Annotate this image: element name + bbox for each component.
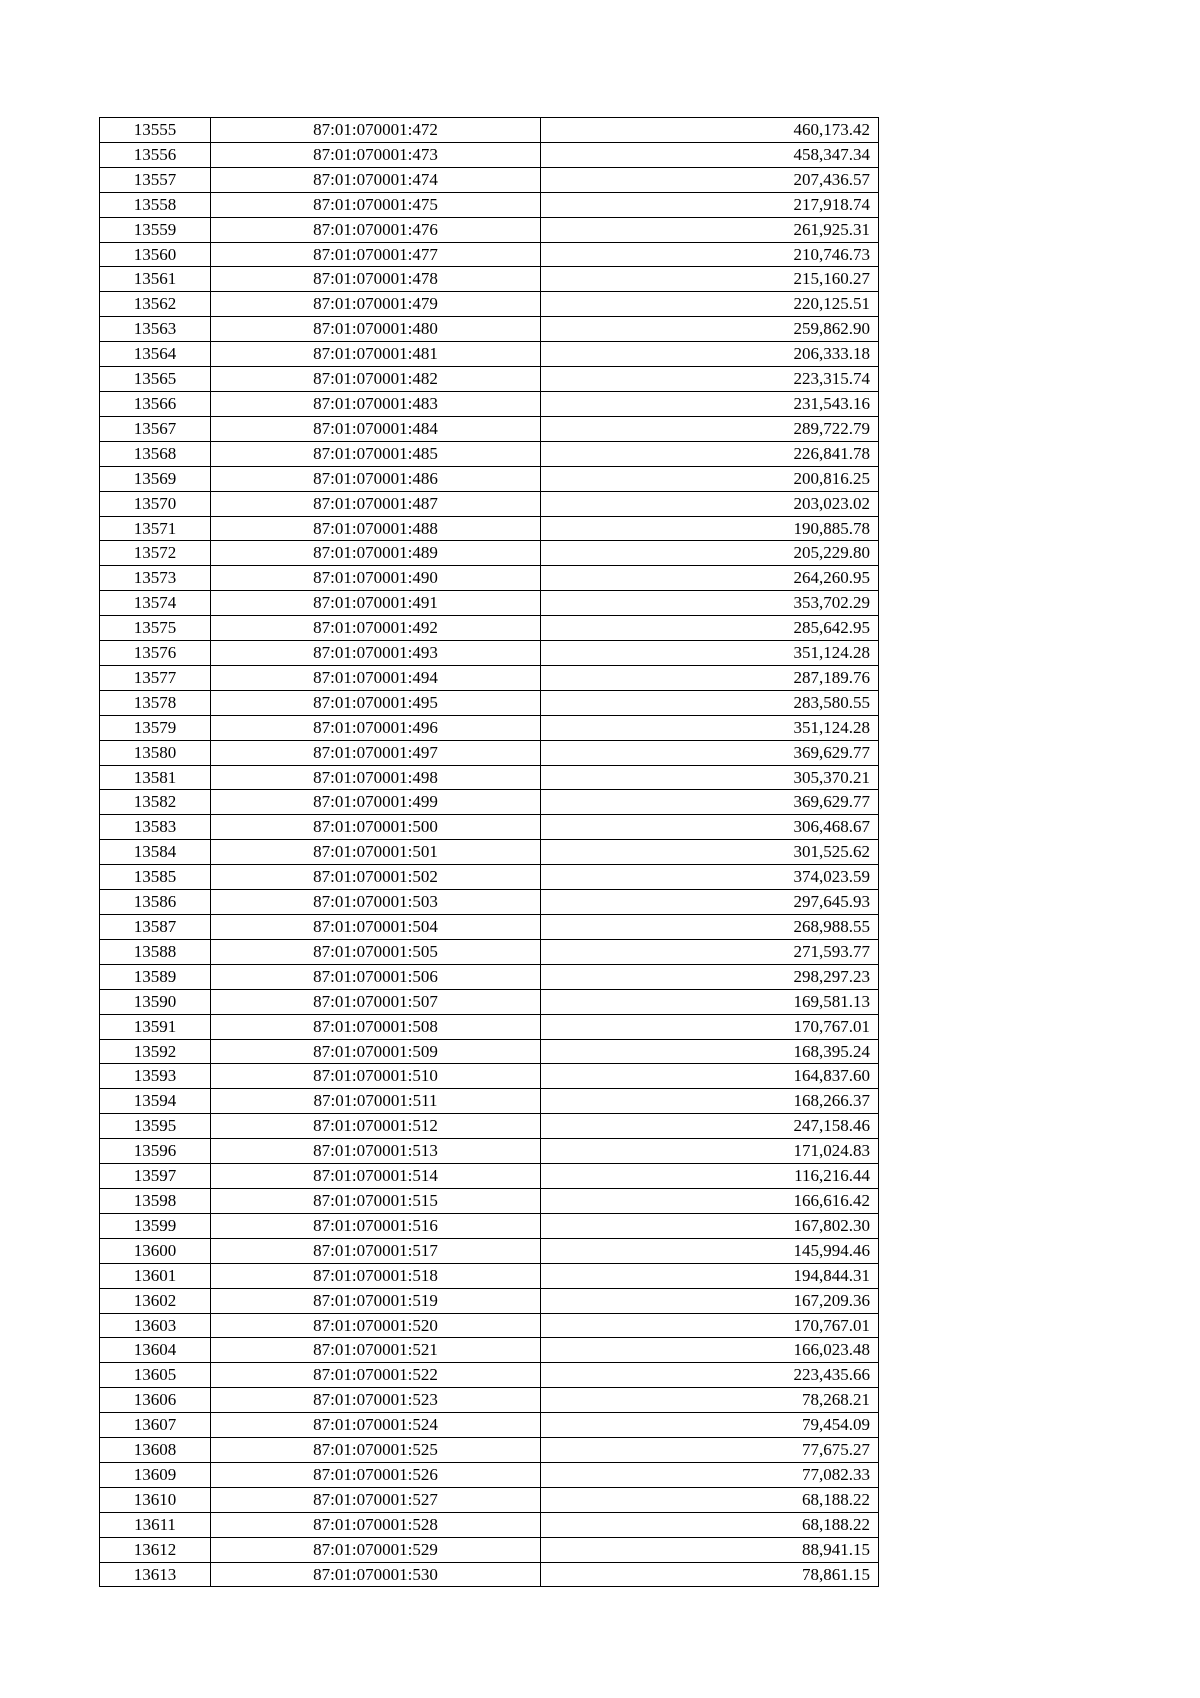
cadastral-number-cell: 87:01:070001:511	[211, 1089, 541, 1114]
cadastral-number-cell: 87:01:070001:506	[211, 964, 541, 989]
row-number-cell: 13599	[100, 1213, 211, 1238]
row-number-cell: 13588	[100, 939, 211, 964]
value-cell: 351,124.28	[541, 715, 879, 740]
table-row	[100, 1139, 879, 1164]
cadastral-number-cell: 87:01:070001:507	[211, 989, 541, 1014]
cadastral-number-cell: 87:01:070001:499	[211, 790, 541, 815]
table-row	[100, 466, 879, 491]
row-number-cell: 13581	[100, 765, 211, 790]
row-number-cell: 13584	[100, 840, 211, 865]
cadastral-number-cell: 87:01:070001:522	[211, 1363, 541, 1388]
table-row	[100, 790, 879, 815]
value-cell: 460,173.42	[541, 118, 879, 143]
cadastral-number-cell: 87:01:070001:515	[211, 1188, 541, 1213]
cadastral-number-cell: 87:01:070001:487	[211, 491, 541, 516]
cadastral-number-cell: 87:01:070001:528	[211, 1512, 541, 1537]
value-cell: 171,024.83	[541, 1139, 879, 1164]
row-number-cell: 13598	[100, 1188, 211, 1213]
table-row	[100, 1413, 879, 1438]
cadastral-number-cell: 87:01:070001:504	[211, 915, 541, 940]
row-number-cell: 13563	[100, 317, 211, 342]
row-number-cell: 13571	[100, 516, 211, 541]
table-row	[100, 566, 879, 591]
table-row	[100, 1114, 879, 1139]
value-cell: 166,616.42	[541, 1188, 879, 1213]
row-number-cell: 13570	[100, 491, 211, 516]
table-row	[100, 865, 879, 890]
row-number-cell: 13575	[100, 616, 211, 641]
value-cell: 206,333.18	[541, 342, 879, 367]
row-number-cell: 13569	[100, 466, 211, 491]
cadastral-number-cell: 87:01:070001:481	[211, 342, 541, 367]
value-cell: 215,160.27	[541, 267, 879, 292]
cadastral-number-cell: 87:01:070001:502	[211, 865, 541, 890]
cadastral-number-cell: 87:01:070001:530	[211, 1562, 541, 1587]
row-number-cell: 13578	[100, 690, 211, 715]
row-number-cell: 13601	[100, 1263, 211, 1288]
value-cell: 285,642.95	[541, 616, 879, 641]
row-number-cell: 13558	[100, 192, 211, 217]
row-number-cell: 13595	[100, 1114, 211, 1139]
cadastral-number-cell: 87:01:070001:491	[211, 591, 541, 616]
value-cell: 190,885.78	[541, 516, 879, 541]
value-cell: 287,189.76	[541, 665, 879, 690]
cadastral-number-cell: 87:01:070001:519	[211, 1288, 541, 1313]
cadastral-number-cell: 87:01:070001:512	[211, 1114, 541, 1139]
cadastral-number-cell: 87:01:070001:485	[211, 441, 541, 466]
table-row	[100, 964, 879, 989]
cadastral-number-cell: 87:01:070001:524	[211, 1413, 541, 1438]
row-number-cell: 13564	[100, 342, 211, 367]
table-row	[100, 292, 879, 317]
table-row	[100, 815, 879, 840]
cadastral-number-cell: 87:01:070001:486	[211, 466, 541, 491]
cadastral-number-cell: 87:01:070001:475	[211, 192, 541, 217]
cadastral-number-cell: 87:01:070001:501	[211, 840, 541, 865]
row-number-cell: 13590	[100, 989, 211, 1014]
value-cell: 79,454.09	[541, 1413, 879, 1438]
row-number-cell: 13566	[100, 391, 211, 416]
table-row	[100, 1537, 879, 1562]
value-cell: 200,816.25	[541, 466, 879, 491]
row-number-cell: 13559	[100, 217, 211, 242]
cadastral-number-cell: 87:01:070001:489	[211, 541, 541, 566]
row-number-cell: 13561	[100, 267, 211, 292]
table-row	[100, 1213, 879, 1238]
value-cell: 68,188.22	[541, 1512, 879, 1537]
table-row	[100, 1462, 879, 1487]
table-row	[100, 242, 879, 267]
row-number-cell: 13589	[100, 964, 211, 989]
table-row	[100, 491, 879, 516]
cadastral-number-cell: 87:01:070001:496	[211, 715, 541, 740]
value-cell: 217,918.74	[541, 192, 879, 217]
value-cell: 369,629.77	[541, 740, 879, 765]
value-cell: 259,862.90	[541, 317, 879, 342]
value-cell: 223,315.74	[541, 367, 879, 392]
value-cell: 231,543.16	[541, 391, 879, 416]
cadastral-number-cell: 87:01:070001:510	[211, 1064, 541, 1089]
cadastral-number-cell: 87:01:070001:520	[211, 1313, 541, 1338]
row-number-cell: 13568	[100, 441, 211, 466]
table-row	[100, 1363, 879, 1388]
value-cell: 194,844.31	[541, 1263, 879, 1288]
table-row	[100, 1238, 879, 1263]
cadastral-number-cell: 87:01:070001:493	[211, 641, 541, 666]
cadastral-number-cell: 87:01:070001:488	[211, 516, 541, 541]
table-row	[100, 715, 879, 740]
table-row	[100, 1388, 879, 1413]
table-row	[100, 342, 879, 367]
row-number-cell: 13600	[100, 1238, 211, 1263]
cadastral-number-cell: 87:01:070001:509	[211, 1039, 541, 1064]
table-row	[100, 1039, 879, 1064]
cadastral-number-cell: 87:01:070001:497	[211, 740, 541, 765]
table-row	[100, 1313, 879, 1338]
row-number-cell: 13610	[100, 1487, 211, 1512]
value-cell: 166,023.48	[541, 1338, 879, 1363]
value-cell: 207,436.57	[541, 167, 879, 192]
value-cell: 170,767.01	[541, 1313, 879, 1338]
row-number-cell: 13583	[100, 815, 211, 840]
row-number-cell: 13576	[100, 641, 211, 666]
table-row	[100, 591, 879, 616]
table-row	[100, 1338, 879, 1363]
value-cell: 77,675.27	[541, 1438, 879, 1463]
value-cell: 220,125.51	[541, 292, 879, 317]
value-cell: 145,994.46	[541, 1238, 879, 1263]
value-cell: 369,629.77	[541, 790, 879, 815]
table-row	[100, 217, 879, 242]
value-cell: 116,216.44	[541, 1164, 879, 1189]
value-cell: 167,209.36	[541, 1288, 879, 1313]
value-cell: 264,260.95	[541, 566, 879, 591]
table-row	[100, 690, 879, 715]
cadastral-number-cell: 87:01:070001:523	[211, 1388, 541, 1413]
cadastral-number-cell: 87:01:070001:526	[211, 1462, 541, 1487]
cadastral-number-cell: 87:01:070001:484	[211, 416, 541, 441]
value-cell: 203,023.02	[541, 491, 879, 516]
value-cell: 283,580.55	[541, 690, 879, 715]
table-row	[100, 367, 879, 392]
value-cell: 297,645.93	[541, 890, 879, 915]
value-cell: 223,435.66	[541, 1363, 879, 1388]
table-row	[100, 317, 879, 342]
cadastral-number-cell: 87:01:070001:500	[211, 815, 541, 840]
table-row	[100, 665, 879, 690]
table-row	[100, 765, 879, 790]
value-cell: 247,158.46	[541, 1114, 879, 1139]
row-number-cell: 13585	[100, 865, 211, 890]
table-row	[100, 516, 879, 541]
table-row	[100, 890, 879, 915]
value-cell: 261,925.31	[541, 217, 879, 242]
row-number-cell: 13573	[100, 566, 211, 591]
value-cell: 271,593.77	[541, 939, 879, 964]
table-row	[100, 391, 879, 416]
value-cell: 226,841.78	[541, 441, 879, 466]
value-cell: 78,861.15	[541, 1562, 879, 1587]
row-number-cell: 13565	[100, 367, 211, 392]
value-cell: 305,370.21	[541, 765, 879, 790]
value-cell: 88,941.15	[541, 1537, 879, 1562]
table-row	[100, 118, 879, 143]
value-cell: 164,837.60	[541, 1064, 879, 1089]
cadastral-number-cell: 87:01:070001:477	[211, 242, 541, 267]
value-cell: 168,266.37	[541, 1089, 879, 1114]
value-cell: 458,347.34	[541, 142, 879, 167]
table-row	[100, 1014, 879, 1039]
row-number-cell: 13608	[100, 1438, 211, 1463]
cadastral-number-cell: 87:01:070001:495	[211, 690, 541, 715]
row-number-cell: 13557	[100, 167, 211, 192]
cadastral-number-cell: 87:01:070001:517	[211, 1238, 541, 1263]
cadastral-number-cell: 87:01:070001:483	[211, 391, 541, 416]
row-number-cell: 13562	[100, 292, 211, 317]
cadastral-number-cell: 87:01:070001:527	[211, 1487, 541, 1512]
table-row	[100, 939, 879, 964]
value-cell: 168,395.24	[541, 1039, 879, 1064]
table-row	[100, 1164, 879, 1189]
cadastral-number-cell: 87:01:070001:474	[211, 167, 541, 192]
value-cell: 170,767.01	[541, 1014, 879, 1039]
cadastral-number-cell: 87:01:070001:478	[211, 267, 541, 292]
row-number-cell: 13555	[100, 118, 211, 143]
row-number-cell: 13572	[100, 541, 211, 566]
cadastral-value-table	[99, 117, 879, 1587]
value-cell: 374,023.59	[541, 865, 879, 890]
value-cell: 78,268.21	[541, 1388, 879, 1413]
value-cell: 353,702.29	[541, 591, 879, 616]
row-number-cell: 13611	[100, 1512, 211, 1537]
row-number-cell: 13582	[100, 790, 211, 815]
cadastral-number-cell: 87:01:070001:505	[211, 939, 541, 964]
row-number-cell: 13606	[100, 1388, 211, 1413]
table-row	[100, 915, 879, 940]
table-body	[100, 118, 879, 1587]
table-row	[100, 1487, 879, 1512]
row-number-cell: 13593	[100, 1064, 211, 1089]
table-row	[100, 989, 879, 1014]
row-number-cell: 13579	[100, 715, 211, 740]
table-row	[100, 192, 879, 217]
table-row	[100, 441, 879, 466]
table-row	[100, 616, 879, 641]
row-number-cell: 13577	[100, 665, 211, 690]
table-row	[100, 267, 879, 292]
table-row	[100, 142, 879, 167]
row-number-cell: 13592	[100, 1039, 211, 1064]
cadastral-number-cell: 87:01:070001:508	[211, 1014, 541, 1039]
cadastral-number-cell: 87:01:070001:514	[211, 1164, 541, 1189]
row-number-cell: 13556	[100, 142, 211, 167]
table-row	[100, 641, 879, 666]
cadastral-number-cell: 87:01:070001:494	[211, 665, 541, 690]
cadastral-number-cell: 87:01:070001:529	[211, 1537, 541, 1562]
cadastral-number-cell: 87:01:070001:525	[211, 1438, 541, 1463]
cadastral-number-cell: 87:01:070001:513	[211, 1139, 541, 1164]
cadastral-number-cell: 87:01:070001:482	[211, 367, 541, 392]
row-number-cell: 13597	[100, 1164, 211, 1189]
table-row	[100, 1288, 879, 1313]
row-number-cell: 13567	[100, 416, 211, 441]
row-number-cell: 13613	[100, 1562, 211, 1587]
row-number-cell: 13607	[100, 1413, 211, 1438]
value-cell: 351,124.28	[541, 641, 879, 666]
row-number-cell: 13612	[100, 1537, 211, 1562]
value-cell: 298,297.23	[541, 964, 879, 989]
table-row	[100, 840, 879, 865]
cadastral-number-cell: 87:01:070001:503	[211, 890, 541, 915]
table-row	[100, 1188, 879, 1213]
row-number-cell: 13587	[100, 915, 211, 940]
table-row	[100, 541, 879, 566]
value-cell: 205,229.80	[541, 541, 879, 566]
value-cell: 306,468.67	[541, 815, 879, 840]
value-cell: 169,581.13	[541, 989, 879, 1014]
cadastral-number-cell: 87:01:070001:516	[211, 1213, 541, 1238]
value-cell: 68,188.22	[541, 1487, 879, 1512]
row-number-cell: 13594	[100, 1089, 211, 1114]
value-cell: 268,988.55	[541, 915, 879, 940]
value-cell: 167,802.30	[541, 1213, 879, 1238]
cadastral-number-cell: 87:01:070001:472	[211, 118, 541, 143]
table-row	[100, 1064, 879, 1089]
table-row	[100, 1089, 879, 1114]
cadastral-number-cell: 87:01:070001:521	[211, 1338, 541, 1363]
row-number-cell: 13604	[100, 1338, 211, 1363]
row-number-cell: 13574	[100, 591, 211, 616]
row-number-cell: 13602	[100, 1288, 211, 1313]
table-row	[100, 1562, 879, 1587]
cadastral-number-cell: 87:01:070001:492	[211, 616, 541, 641]
value-cell: 301,525.62	[541, 840, 879, 865]
row-number-cell: 13560	[100, 242, 211, 267]
row-number-cell: 13609	[100, 1462, 211, 1487]
row-number-cell: 13580	[100, 740, 211, 765]
table-row	[100, 416, 879, 441]
table-row	[100, 740, 879, 765]
row-number-cell: 13586	[100, 890, 211, 915]
value-cell: 77,082.33	[541, 1462, 879, 1487]
value-cell: 289,722.79	[541, 416, 879, 441]
table-row	[100, 167, 879, 192]
row-number-cell: 13605	[100, 1363, 211, 1388]
table-row	[100, 1263, 879, 1288]
cadastral-number-cell: 87:01:070001:473	[211, 142, 541, 167]
table-row	[100, 1438, 879, 1463]
cadastral-number-cell: 87:01:070001:476	[211, 217, 541, 242]
cadastral-number-cell: 87:01:070001:479	[211, 292, 541, 317]
value-cell: 210,746.73	[541, 242, 879, 267]
row-number-cell: 13591	[100, 1014, 211, 1039]
cadastral-number-cell: 87:01:070001:480	[211, 317, 541, 342]
row-number-cell: 13596	[100, 1139, 211, 1164]
cadastral-number-cell: 87:01:070001:518	[211, 1263, 541, 1288]
row-number-cell: 13603	[100, 1313, 211, 1338]
cadastral-number-cell: 87:01:070001:490	[211, 566, 541, 591]
table-row	[100, 1512, 879, 1537]
cadastral-number-cell: 87:01:070001:498	[211, 765, 541, 790]
